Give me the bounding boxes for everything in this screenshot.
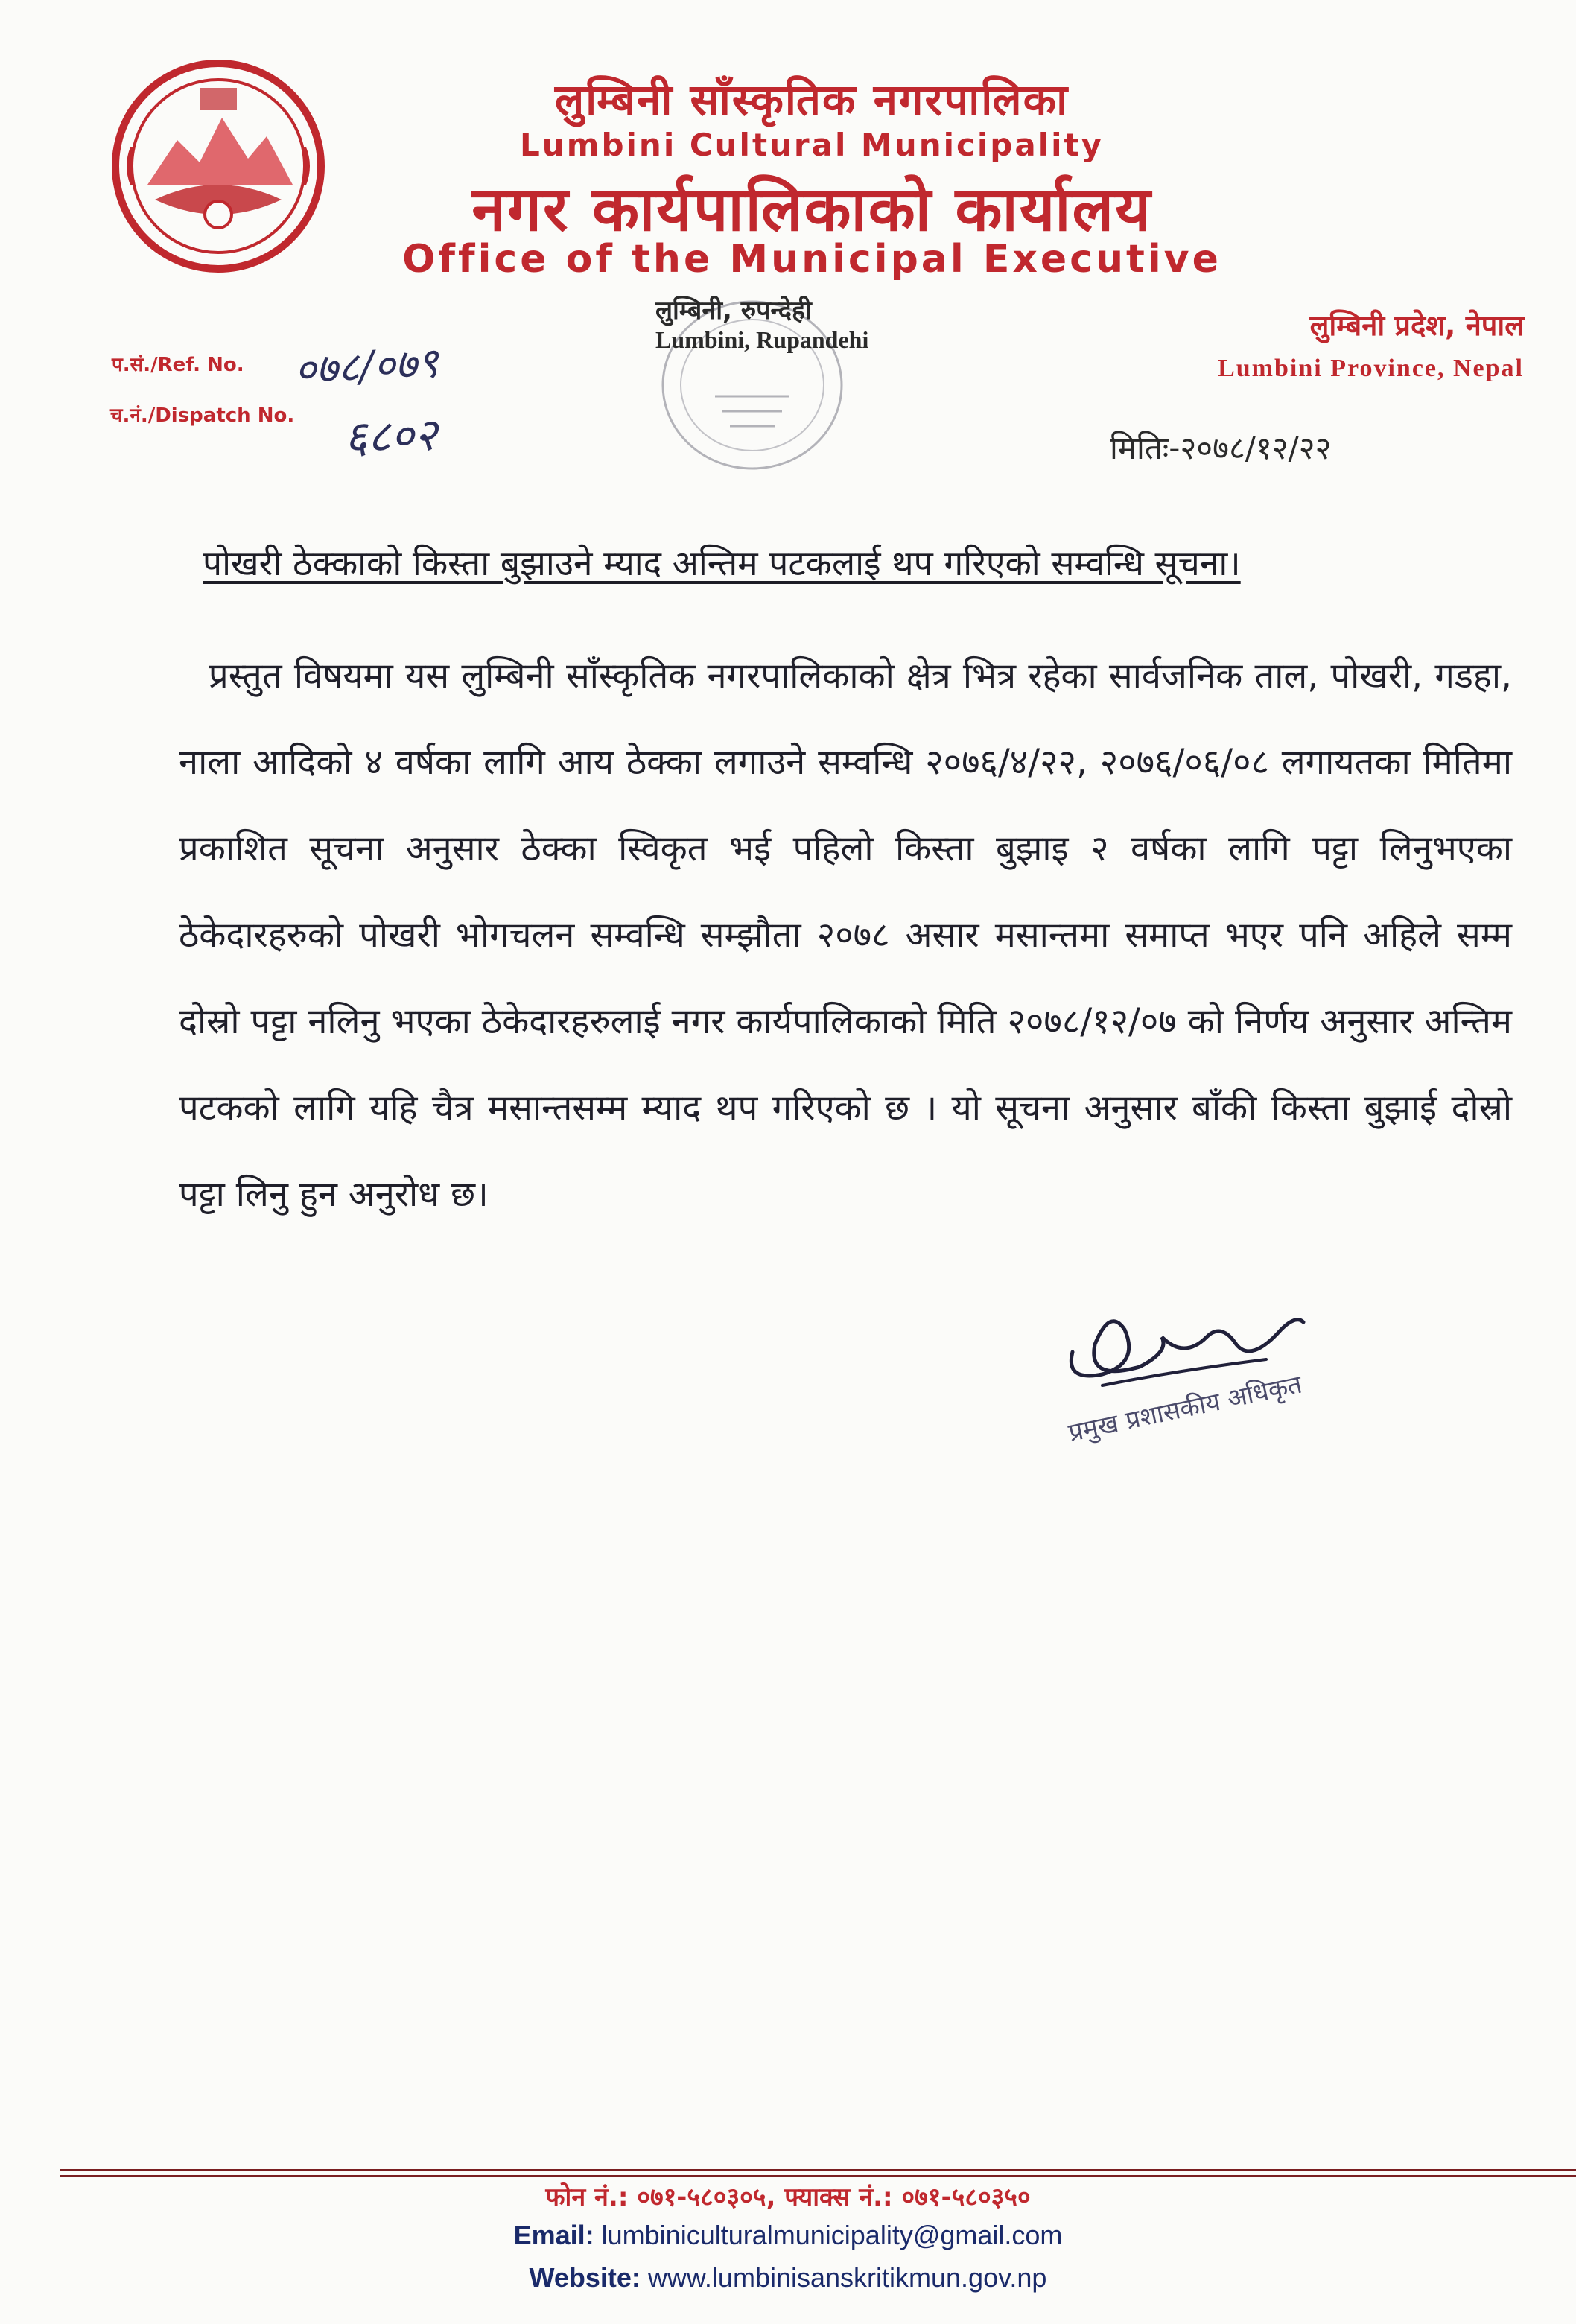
designation-stamp: प्रमुख प्रशासकीय अधिकृत <box>1066 1369 1305 1449</box>
office-name-en: Office of the Municipal Executive <box>402 237 1221 282</box>
dispatch-number-value: ६८०२ <box>343 408 439 465</box>
footer-email-link[interactable]: lumbiniculturalmunicipality@gmail.com <box>601 2220 1063 2250</box>
municipality-name-en: Lumbini Cultural Municipality <box>520 127 1104 163</box>
ref-number-label: प.सं./Ref. No. <box>112 354 244 376</box>
district-en: Lumbini, Rupandehi <box>655 326 869 353</box>
footer-divider-secondary <box>60 2175 1576 2177</box>
letter-date: मितिः-२०७८/१२/२२ <box>1110 430 1332 466</box>
footer-email-label: Email: <box>513 2220 594 2250</box>
footer-website-label: Website: <box>529 2262 641 2293</box>
letter-subject: पोखरी ठेक्काको किस्ता बुझाउने म्याद अन्तिम पटकलाई थप गरिएको सम्वन्धि सूचना। <box>203 543 1241 583</box>
footer-email-line <box>0 2220 1576 2251</box>
municipality-name-np: लुम्बिनी साँस्कृतिक नगरपालिका <box>554 74 1070 125</box>
province-np: लुम्बिनी प्रदेश, नेपाल <box>1309 309 1524 342</box>
letter-body: प्रस्तुत विषयमा यस लुम्बिनी साँस्कृतिक नगरपालिकाको क्षेत्र भित्र रहेका सार्वजनिक ताल, पोखरी, गडहा, नाला आदिको ४ वर्षका लागि आय ठेक्का लगाउने सम्वन्धि २०७६/४/२२, २०७६/०६/०८ लगायतका मितिमा प्रकाशित सूचना अनुसार ठेक्का स्विकृत भई पहिलो किस्ता बुझाइ २ वर्षका लागि पट्टा लिनुभएका ठेकेदारहरुको पोखरी भोगचलन सम्वन्धि सम्झौता २०७८ असार मसान्तमा समाप्त भएर पनि अहिले सम्म दोस्रो पट्टा नलिनु भएका ठेकेदारहरुलाई नगर कार्यपालिकाको मिति २०७८/१२/०७ को निर्णय अनुसार अन्तिम पटकको लागि यहि चैत्र मसान्तसम्म म्याद थप गरिएको छ । यो सूचना अनुसार बाँकी किस्ता बुझाई दोस्रो पट्टा लिनु हुन अनुरोध छ। <box>179 655 1512 1215</box>
footer-divider <box>60 2169 1576 2171</box>
dispatch-number-label: च.नं./Dispatch No. <box>110 404 295 427</box>
footer-phone: फोन नं.: ०७१-५८०३०५, फ्याक्स नं.: ०७१-५८०३५० <box>545 2182 1031 2212</box>
office-name-np: नगर कार्यपालिकाको कार्यालय <box>471 174 1152 245</box>
district-np: लुम्बिनी, रुपन्देही <box>655 296 812 326</box>
province-en: Lumbini Province, Nepal <box>1218 355 1524 382</box>
government-emblem-icon <box>110 58 326 274</box>
footer-website-link[interactable]: www.lumbinisanskritikmun.gov.np <box>647 2262 1047 2293</box>
ref-number-value: ०७८/०७९ <box>293 338 440 396</box>
footer-website-line <box>0 2262 1576 2293</box>
